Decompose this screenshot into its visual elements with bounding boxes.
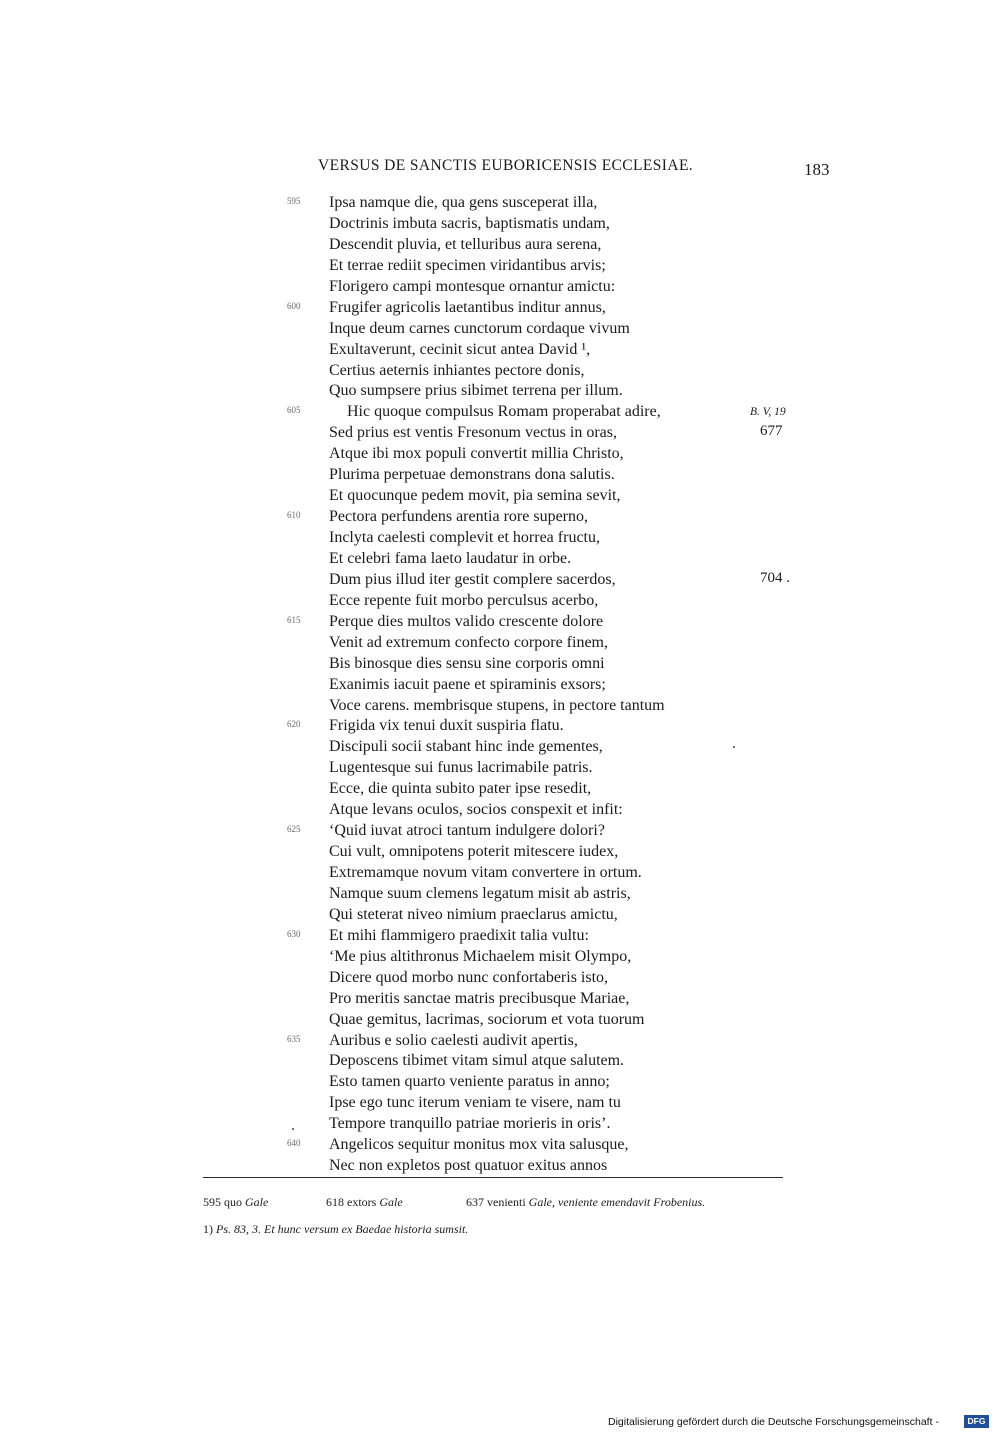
verse-text: Dum pius illud iter gestit complere sacerdos, bbox=[329, 570, 616, 588]
verse-text: Exanimis iacuit paene et spiraminis exsors; bbox=[329, 675, 606, 693]
verse-text: Cui vult, omnipotens poterit mitescere iudex, bbox=[329, 843, 619, 861]
verse-line bbox=[0, 1050, 1000, 1071]
verse-text: Ecce, die quinta subito pater ipse resedit, bbox=[329, 780, 592, 798]
footnote-marker: 1) bbox=[203, 1222, 213, 1236]
verse-line bbox=[0, 841, 1000, 862]
apparatus-source: Gale bbox=[379, 1195, 403, 1209]
apparatus-entry bbox=[326, 1195, 403, 1210]
verse-text: Quo sumpsere prius sibimet terrena per illum. bbox=[329, 382, 623, 400]
verse-text: Et mihi flammigero praedixit talia vultu: bbox=[329, 926, 589, 944]
verse-line bbox=[0, 464, 1000, 485]
verse-line bbox=[0, 569, 1000, 590]
verse-text: Frugifer agricolis laetantibus inditur annus, bbox=[329, 298, 606, 316]
line-number: 640 bbox=[287, 1138, 301, 1149]
verse-text: Venit ad extremum confecto corpore finem, bbox=[329, 633, 608, 651]
verse-line bbox=[0, 485, 1000, 506]
line-number: 625 bbox=[287, 824, 301, 835]
line-number: 605 bbox=[287, 405, 301, 416]
apparatus-source: Gale bbox=[245, 1195, 269, 1209]
verse-text: Ecce repente fuit morbo perculsus acerbo, bbox=[329, 591, 599, 609]
verse-text: Descendit pluvia, et telluribus aura serena, bbox=[329, 235, 602, 253]
scan-speck bbox=[292, 1128, 294, 1130]
line-number: 630 bbox=[287, 928, 301, 939]
verse-text: Et quocunque pedem movit, pia semina sevit, bbox=[329, 487, 621, 505]
verse-text: Frigida vix tenui duxit suspiria flatu. bbox=[329, 717, 564, 735]
verse-line bbox=[0, 1134, 1000, 1155]
verse-text: Angelicos sequitur monitus mox vita salusque, bbox=[329, 1136, 629, 1154]
apparatus-lemma: 637 venienti bbox=[466, 1195, 526, 1209]
margin-year: 704 . bbox=[760, 569, 790, 586]
verse-line bbox=[0, 548, 1000, 569]
verse-line bbox=[0, 611, 1000, 632]
apparatus-lemma: 595 quo bbox=[203, 1195, 242, 1209]
verse-text: Pectora perfundens arentia rore superno, bbox=[329, 508, 588, 526]
footnote-reference: Ps. 83, 3. bbox=[216, 1222, 261, 1236]
apparatus-source: Gale, veniente emendavit Frobenius. bbox=[528, 1195, 706, 1209]
verse-text: Exultaverunt, cecinit sicut antea David ¹, bbox=[329, 340, 591, 358]
verse-line bbox=[0, 736, 1000, 757]
line-number: 610 bbox=[287, 510, 301, 521]
verse-text: Plurima perpetuae demonstrans dona salutis. bbox=[329, 466, 615, 484]
verse-line bbox=[0, 778, 1000, 799]
verse-line bbox=[0, 401, 1000, 422]
verse-text: Sed prius est ventis Fresonum vectus in oras, bbox=[329, 424, 617, 442]
verse-line bbox=[0, 590, 1000, 611]
verse-text: Certius aeternis inhiantes pectore donis, bbox=[329, 361, 585, 379]
verse-line bbox=[0, 213, 1000, 234]
verse-text: Bis binosque dies sensu sine corporis omni bbox=[329, 654, 605, 672]
verse-line bbox=[0, 715, 1000, 736]
verse-text: Ipsa namque die, qua gens susceperat illa, bbox=[329, 194, 598, 211]
line-number: 595 bbox=[287, 196, 301, 206]
verse-line bbox=[0, 1009, 1000, 1030]
verse-line bbox=[0, 276, 1000, 297]
verse-line bbox=[0, 339, 1000, 360]
verse-text: Hic quoque compulsus Romam properabat adire, bbox=[347, 403, 661, 421]
verse-line bbox=[0, 234, 1000, 255]
verse-line bbox=[0, 1155, 1000, 1176]
footnote bbox=[203, 1222, 468, 1237]
verse-line bbox=[0, 360, 1000, 381]
dfg-logo: DFG bbox=[964, 1415, 989, 1428]
verse-text: ‘Me pius altithronus Michaelem misit Olympo, bbox=[329, 947, 632, 965]
verse-text: Florigero campi montesque ornantur amictu: bbox=[329, 277, 616, 295]
verse-line bbox=[0, 1113, 1000, 1134]
verse-line bbox=[0, 883, 1000, 904]
verse-line bbox=[0, 527, 1000, 548]
line-number: 620 bbox=[287, 719, 301, 730]
verse-text: Discipuli socii stabant hinc inde gementes, bbox=[329, 738, 603, 756]
verse-text: Inclyta caelesti complevit et horrea fructu, bbox=[329, 529, 600, 546]
line-number: 615 bbox=[287, 614, 301, 625]
footnote-divider bbox=[203, 1177, 783, 1178]
verse-line bbox=[0, 318, 1000, 339]
verse-text: Auribus e solio caelesti audivit apertis, bbox=[329, 1031, 578, 1049]
line-number: 635 bbox=[287, 1033, 301, 1044]
running-title: VERSUS DE SANCTIS EUBORICENSIS ECCLESIAE. bbox=[318, 157, 694, 174]
verse-line bbox=[0, 422, 1000, 443]
verse-text: Voce carens. membrisque stupens, in pectore tantum bbox=[329, 696, 665, 714]
verse-line bbox=[0, 946, 1000, 967]
verse-line bbox=[0, 988, 1000, 1009]
verse-text: Et celebri fama laeto laudatur in orbe. bbox=[329, 549, 572, 567]
verse-text: Nec non expletos post quatuor exitus annos bbox=[329, 1157, 608, 1175]
verse-line bbox=[0, 632, 1000, 653]
page-number: 183 bbox=[804, 160, 830, 179]
footnote-text: Et hunc versum ex Baedae historia sumsit. bbox=[264, 1222, 469, 1236]
verse-line bbox=[0, 255, 1000, 276]
verse-line bbox=[0, 192, 1000, 213]
verse-line bbox=[0, 925, 1000, 946]
apparatus-entry bbox=[466, 1195, 705, 1210]
verse-line bbox=[0, 1071, 1000, 1092]
verse-text: Inque deum carnes cunctorum cordaque vivum bbox=[329, 319, 630, 337]
verse-line bbox=[0, 904, 1000, 925]
verse-line bbox=[0, 820, 1000, 841]
verse-text: Extremamque novum vitam convertere in ortum. bbox=[329, 864, 642, 881]
verse-line bbox=[0, 695, 1000, 716]
verse-text: Tempore tranquillo patriae morieris in oris’. bbox=[329, 1115, 611, 1133]
apparatus-lemma: 618 extors bbox=[326, 1195, 377, 1209]
funding-notice: Digitalisierung gefördert durch die Deutsche Forschungsgemeinschaft - bbox=[608, 1416, 939, 1428]
verse-line bbox=[0, 1092, 1000, 1113]
verse-line bbox=[0, 506, 1000, 527]
verse-line bbox=[0, 1030, 1000, 1051]
verse-block bbox=[0, 192, 1000, 1176]
verse-text: Qui steterat niveo nimium praeclarus amictu, bbox=[329, 905, 618, 923]
verse-text: Dicere quod morbo nunc confortaberis isto, bbox=[329, 968, 609, 986]
margin-year: 677 bbox=[760, 423, 783, 440]
verse-line bbox=[0, 967, 1000, 988]
verse-text: Quae gemitus, lacrimas, sociorum et vota tuorum bbox=[329, 1010, 645, 1028]
verse-text: Esto tamen quarto veniente paratus in anno; bbox=[329, 1073, 610, 1091]
verse-text: Deposcens tibimet vitam simul atque salutem. bbox=[329, 1052, 625, 1070]
verse-text: ‘Quid iuvat atroci tantum indulgere dolori? bbox=[329, 822, 605, 840]
verse-text: Atque ibi mox populi convertit millia Christo, bbox=[329, 445, 624, 463]
verse-text: Pro meritis sanctae matris precibusque Mariae, bbox=[329, 989, 630, 1007]
margin-reference: B. V, 19 bbox=[750, 406, 786, 419]
verse-text: Lugentesque sui funus lacrimabile patris. bbox=[329, 759, 593, 777]
verse-line bbox=[0, 443, 1000, 464]
verse-line bbox=[0, 653, 1000, 674]
verse-text: Doctrinis imbuta sacris, baptismatis undam, bbox=[329, 214, 610, 232]
verse-line bbox=[0, 862, 1000, 883]
verse-line bbox=[0, 297, 1000, 318]
verse-text: Atque levans oculos, socios conspexit et infit: bbox=[329, 801, 623, 819]
verse-text: Perque dies multos valido crescente dolore bbox=[329, 612, 604, 630]
verse-line bbox=[0, 799, 1000, 820]
verse-text: Et terrae rediit specimen viridantibus arvis; bbox=[329, 256, 606, 274]
verse-line bbox=[0, 757, 1000, 778]
line-number: 600 bbox=[287, 300, 301, 311]
apparatus-entry bbox=[203, 1195, 268, 1210]
verse-text: Namque suum clemens legatum misit ab astris, bbox=[329, 884, 631, 902]
verse-line bbox=[0, 674, 1000, 695]
verse-line bbox=[0, 380, 1000, 401]
verse-text: Ipse ego tunc iterum veniam te visere, nam tu bbox=[329, 1094, 621, 1112]
scan-speck bbox=[733, 746, 735, 748]
